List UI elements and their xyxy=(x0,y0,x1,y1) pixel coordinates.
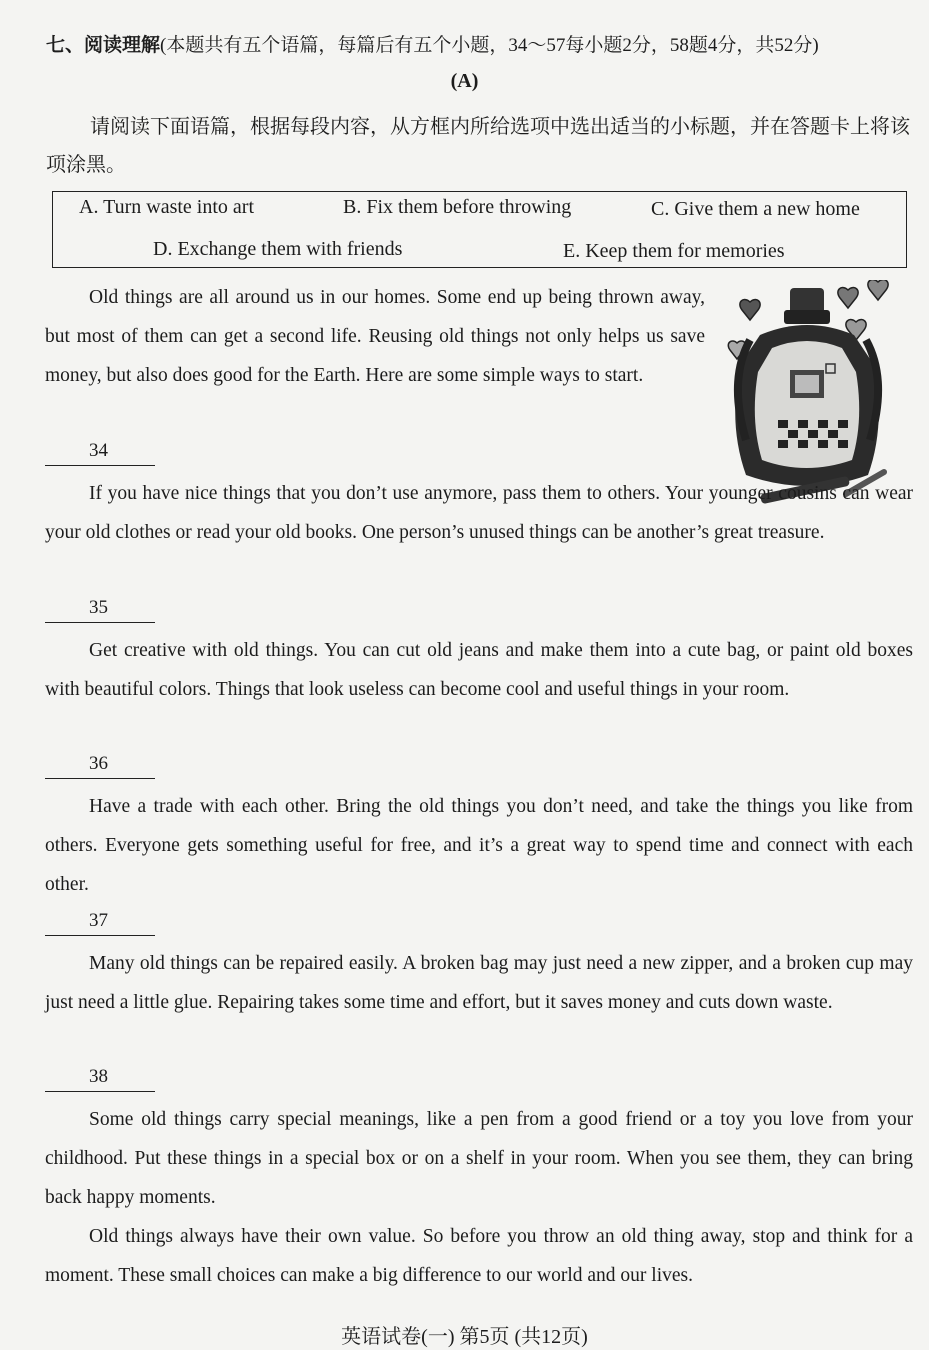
conclusion-paragraph xyxy=(45,1217,913,1295)
answer-blank-38: 38 xyxy=(45,1062,155,1092)
paragraph-35 xyxy=(45,631,913,709)
paragraph-34-text: If you have nice things that you don’t use anymore, pass them to others. Your younger cousins can wear your old clothes or read your old books. One person’s unused things can be another’s great treasure. xyxy=(45,483,913,543)
options-box xyxy=(52,191,907,268)
option-a: A. Turn waste into art xyxy=(79,196,254,218)
paragraph-36 xyxy=(45,787,913,904)
instruction-text: 请阅读下面语篇，根据每段内容，从方框内所给选项中选出适当的小标题，并在答题卡上将该项涂黑。 xyxy=(46,116,910,176)
section-heading xyxy=(46,30,916,57)
section-note: (本题共有五个语篇，每篇后有五个小题，34～57每小题2分，58题4分，共52分) xyxy=(160,35,819,56)
answer-blank-34: 34 xyxy=(45,436,155,466)
intro-text: Old things are all around us in our homes. Some end up being thrown away, but most of them can get a second life. Reusing old things not only helps us save money, but also does good for the Earth. Here are some simple ways to start. xyxy=(45,287,705,386)
answer-blank-37: 37 xyxy=(45,906,155,936)
answer-blank-35: 35 xyxy=(45,593,155,623)
paragraph-35-text: Get creative with old things. You can cut old jeans and make them into a cute bag, or paint old boxes with beautiful colors. Things that look useless can become cool and useful things in your room. xyxy=(45,640,913,700)
paragraph-37 xyxy=(45,944,913,1022)
option-e: E. Keep them for memories xyxy=(563,240,785,262)
conclusion-text: Old things always have their own value. So before you throw an old thing away, stop and think for a moment. These small choices can make a big difference to our world and our lives. xyxy=(45,1226,913,1286)
option-b: B. Fix them before throwing xyxy=(343,196,572,218)
paragraph-34 xyxy=(45,474,913,552)
passage-label: (A) xyxy=(450,70,479,92)
page-footer: 英语试卷(一) 第5页 (共12页) xyxy=(341,1326,588,1348)
paragraph-38 xyxy=(45,1100,913,1217)
paragraph-38-text: Some old things carry special meanings, like a pen from a good friend or a toy you love from your childhood. Put these things in a special box or on a shelf in your room. When you see them, they can bring back happy moments. xyxy=(45,1109,913,1208)
intro-paragraph xyxy=(45,278,705,395)
paragraph-37-text: Many old things can be repaired easily. A broken bag may just need a new zipper, and a broken cup may just need a little glue. Repairing takes some time and effort, but it saves money and cuts down waste. xyxy=(45,953,913,1013)
option-d: D. Exchange them with friends xyxy=(153,238,403,260)
paragraph-36-text: Have a trade with each other. Bring the old things you don’t need, and take the things you like from others. Everyone gets something useful for free, and it’s a great way to spend time and connect with each other. xyxy=(45,796,913,895)
section-title: 七、阅读理解 xyxy=(46,35,161,56)
answer-blank-36: 36 xyxy=(45,749,155,779)
option-c: C. Give them a new home xyxy=(651,198,860,220)
